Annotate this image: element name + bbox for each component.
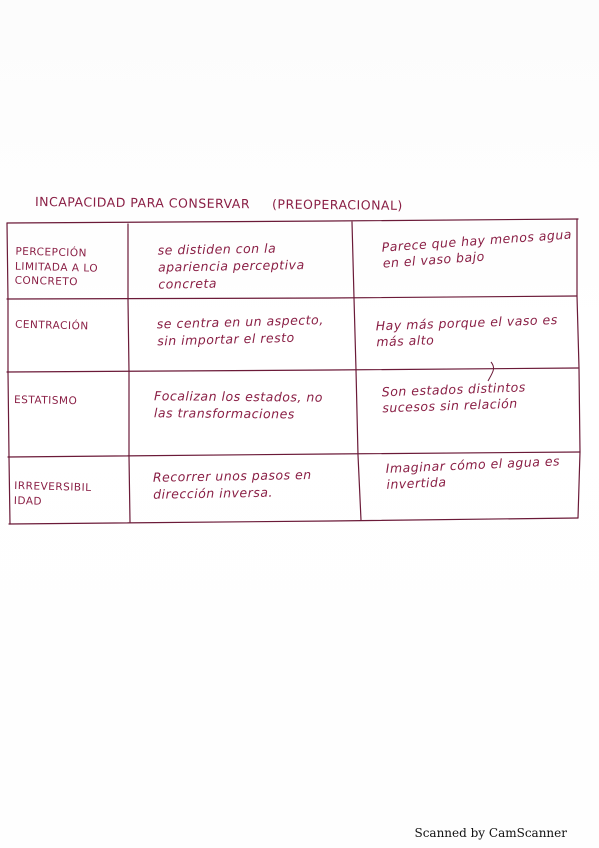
row-3-example: Son estados distintos sucesos sin relación — [381, 379, 527, 416]
row-1-label: PERCEPCIÓN LIMITADA A LO CONCRETO — [14, 245, 99, 289]
table-line-col1 — [128, 224, 130, 522]
row-4-label: IRREVERSIBILIDAD — [13, 479, 92, 508]
table-line-bottom — [9, 518, 578, 524]
title-stage: (PREOPERACIONAL) — [272, 196, 403, 213]
row-1-description: se distiden con la apariencia perceptiva concreta — [157, 240, 305, 292]
table-line-left — [7, 223, 10, 524]
table-line-col2 — [352, 222, 361, 520]
table-line-row2 — [7, 368, 578, 372]
table-line-top — [7, 219, 578, 223]
camscanner-watermark: Scanned by CamScanner — [414, 826, 567, 840]
title-main: INCAPACIDAD PARA CONSERVAR — [34, 194, 251, 212]
row-4-example: Imaginar cómo el agua es invertida — [385, 453, 561, 492]
pen-flourish — [488, 362, 494, 381]
row-2-example: Hay más porque el vaso es más alto — [375, 311, 558, 350]
row-4-description: Recorrer unos pasos en dirección inversa. — [152, 466, 312, 502]
row-3-description: Focalizan los estados, no las transformaciones — [153, 388, 324, 422]
row-2-description: se centra en un aspecto, sin importar el resto — [156, 312, 324, 349]
row-3-label: ESTATISMO — [13, 394, 78, 408]
row-1-example: Parece que hay menos agua en el vaso bajo — [381, 226, 573, 271]
table-line-row1 — [7, 296, 577, 299]
row-2-label: CENTRACIÓN — [14, 318, 89, 333]
